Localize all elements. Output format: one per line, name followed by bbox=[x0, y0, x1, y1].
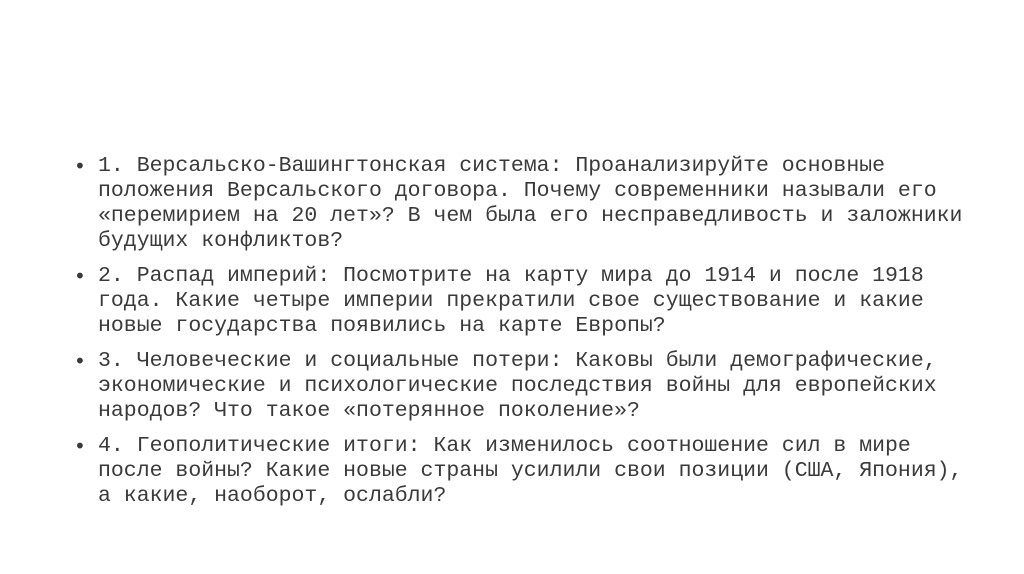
bullet-item-3 bbox=[74, 349, 964, 424]
bullet-item-1 bbox=[74, 154, 964, 254]
bullet-marker: • bbox=[74, 349, 86, 373]
bullet-marker: • bbox=[74, 434, 86, 458]
bullet-list bbox=[74, 154, 964, 509]
bullet-item-2 bbox=[74, 264, 964, 339]
slide-body bbox=[74, 154, 964, 519]
bullet-text: 1. Версальско-Вашингтонская система: Проанализируйте основные положения Версальского договора. Почему современники называли его «перемирием на 20 лет»? В чем была его несправедливость и заложники будущих конфликтов? bbox=[98, 154, 963, 253]
bullet-item-4 bbox=[74, 434, 964, 509]
bullet-marker: • bbox=[74, 264, 86, 288]
bullet-text: 3. Человеческие и социальные потери: Каковы были демографические, экономические и психологические последствия войны для европейских народов? Что такое «потерянное поколение»? bbox=[98, 349, 937, 423]
bullet-text: 2. Распад империй: Посмотрите на карту мира до 1914 и после 1918 года. Какие четыре империи прекратили свое существование и какие новые государства появились на карте Европы? bbox=[98, 264, 924, 338]
bullet-text: 4. Геополитические итоги: Как изменилось соотношение сил в мире после войны? Какие новые страны усилили свои позиции (США, Япония), а какие, наоборот, ослабли? bbox=[98, 434, 963, 508]
bullet-marker: • bbox=[74, 154, 86, 178]
